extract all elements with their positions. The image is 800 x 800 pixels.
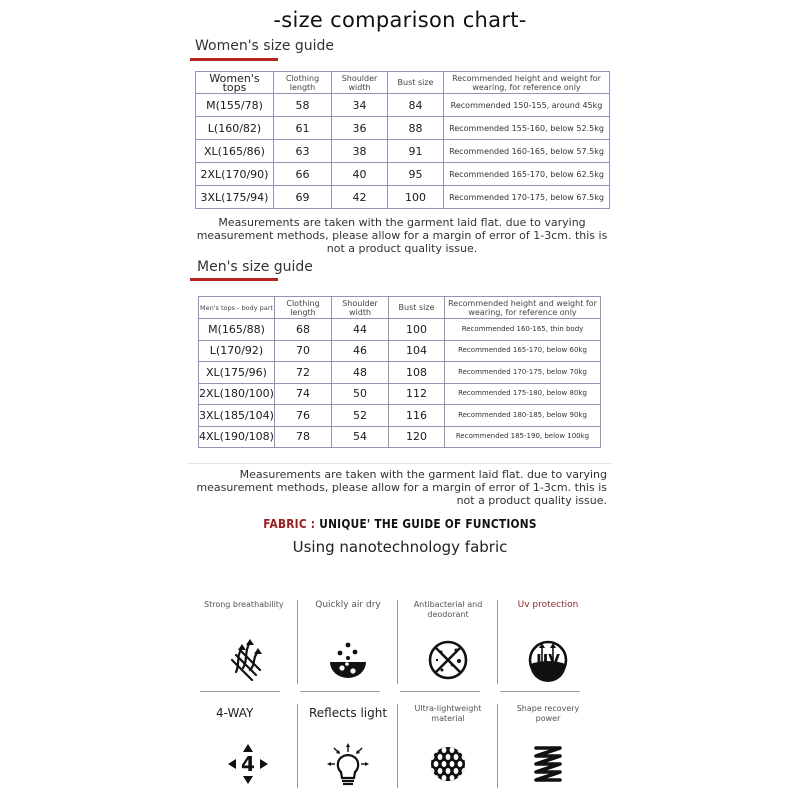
length-cell: 70 [275,340,332,362]
size-cell: M(165/88) [199,319,275,341]
spring-icon [526,742,570,786]
feature-antibacterial [398,598,498,690]
men-size-guide-heading: Men's size guide [197,259,313,275]
bust-cell: 116 [389,405,445,427]
length-cell: 76 [275,405,332,427]
feature-breathability [198,598,298,690]
antibacterial-cross-icon [426,638,470,682]
size-cell: 3XL(175/94) [196,186,274,209]
women-measurement-note: Measurements are taken with the garment laid flat. due to varying measurement methods, please allow for a margin of error of 1-3cm. this is not a product quality issue. [196,216,608,255]
length-cell: 63 [274,140,332,163]
men-heading-underline [190,278,278,281]
fabric-heading [48,517,752,531]
size-cell: 3XL(185/104) [199,405,275,427]
feature-label: Ultra-lightweight material [414,704,482,723]
feature-shape-recovery [498,702,598,794]
length-cell: 66 [274,163,332,186]
table-row [196,186,610,209]
header-cell: Clothing length [274,72,332,94]
size-cell: 4XL(190/108) [199,426,275,448]
recommendation-cell: Recommended 180-185, below 90kg [445,405,601,427]
women-size-guide-heading: Women's size guide [195,38,335,54]
size-cell: 2XL(170/90) [196,163,274,186]
feature-label: Shape recovery power [516,704,580,723]
feature-row [198,702,598,794]
feature-grid [198,598,598,794]
mesh-circle-icon [426,742,470,786]
table-row [196,163,610,186]
length-cell: 78 [275,426,332,448]
feature-label: Antibacterial and deodorant [413,600,483,619]
length-cell: 61 [274,117,332,140]
divider [500,691,580,693]
size-cell: 2XL(180/100) [199,383,275,405]
bust-cell: 88 [388,117,444,140]
header-cell: Shoulder width [332,297,389,319]
bust-cell: 100 [388,186,444,209]
header-cell: Recommended height and weight for wearing, for reference only [444,72,610,94]
bust-cell: 84 [388,94,444,117]
feature-reflects-light [298,702,398,794]
shoulder-cell: 38 [332,140,388,163]
table-row [196,117,610,140]
shoulder-cell: 44 [332,319,389,341]
bust-cell: 108 [389,362,445,384]
length-cell: 69 [274,186,332,209]
recommendation-cell: Recommended 165-170, below 60kg [445,340,601,362]
air-dry-bowl-icon [326,638,370,682]
feature-label: Quickly air dry [315,600,381,610]
table-row [199,340,601,362]
recommendation-cell: Recommended 170-175, below 67.5kg [444,186,610,209]
shoulder-cell: 48 [332,362,389,384]
table-header-row [196,72,610,94]
four-way-stretch-icon [226,742,270,786]
length-cell: 58 [274,94,332,117]
fabric-tagline: UNIQUE' THE GUIDE OF FUNCTIONS [319,517,537,531]
men-measurement-note: Measurements are taken with the garment laid flat. due to varying measurement methods, please allow for a margin of error of 1-3cm. this is not a product quality issue. [196,468,607,507]
header-cell: Men's tops - body part [199,297,275,319]
recommendation-cell: Recommended 175-180, below 80kg [445,383,601,405]
table-header-row [199,297,601,319]
length-cell: 72 [275,362,332,384]
table-row [196,140,610,163]
length-cell: 74 [275,383,332,405]
fabric-subtitle: Using nanotechnology fabric [292,538,508,556]
feature-row [198,598,598,690]
table-row [199,405,601,427]
women-heading-underline [190,58,278,61]
length-cell: 68 [275,319,332,341]
women-size-table [195,71,610,209]
feature-uv-protection [498,598,598,690]
bust-cell: 120 [389,426,445,448]
shoulder-cell: 40 [332,163,388,186]
recommendation-cell: Recommended 185-190, below 100kg [445,426,601,448]
header-cell: Clothing length [275,297,332,319]
uv-shield-icon [526,638,570,682]
table-row [199,426,601,448]
size-cell: XL(165/86) [196,140,274,163]
shoulder-cell: 54 [332,426,389,448]
shoulder-cell: 42 [332,186,388,209]
fabric-label: FABRIC : [263,517,316,531]
feature-label: Strong breathability [204,600,284,609]
recommendation-cell: Recommended 165-170, below 62.5kg [444,163,610,186]
size-cell: L(160/82) [196,117,274,140]
shoulder-cell: 46 [332,340,389,362]
bust-cell: 91 [388,140,444,163]
recommendation-cell: Recommended 150-155, around 45kg [444,94,610,117]
shoulder-cell: 52 [332,405,389,427]
header-cell: Bust size [388,72,444,94]
shoulder-cell: 34 [332,94,388,117]
feature-ultra-lightweight [398,702,498,794]
feature-label: Uv protection [517,600,579,610]
table-row [199,383,601,405]
feature-four-way [198,702,298,794]
bust-cell: 104 [389,340,445,362]
feature-label: 4-WAY [216,706,254,720]
size-cell: M(155/78) [196,94,274,117]
header-cell: Women's tops [196,72,274,94]
size-cell: XL(175/96) [199,362,275,384]
divider [200,691,280,693]
feature-quick-dry [298,598,398,690]
men-size-table [198,296,601,448]
header-cell: Bust size [389,297,445,319]
bust-cell: 112 [389,383,445,405]
header-cell: Recommended height and weight for wearing, for reference only [445,297,601,319]
divider [187,463,612,464]
recommendation-cell: Recommended 160-165, below 57.5kg [444,140,610,163]
svg-text:UV: UV [536,651,560,669]
recommendation-cell: Recommended 160-165, thin body [445,319,601,341]
shoulder-cell: 50 [332,383,389,405]
bust-cell: 95 [388,163,444,186]
size-cell: L(170/92) [199,340,275,362]
shoulder-cell: 36 [332,117,388,140]
light-bulb-icon [326,742,370,786]
feature-label: Reflects light [308,706,388,720]
divider [400,691,480,693]
recommendation-cell: Recommended 155-160, below 52.5kg [444,117,610,140]
header-cell: Shoulder width [332,72,388,94]
table-row [199,362,601,384]
breathability-arrows-icon [226,638,270,682]
table-row [196,94,610,117]
bust-cell: 100 [389,319,445,341]
recommendation-cell: Recommended 170-175, below 70kg [445,362,601,384]
divider [300,691,380,693]
table-row [199,319,601,341]
svg-text:4: 4 [241,752,255,776]
page-title: -size comparison chart- [273,8,527,32]
